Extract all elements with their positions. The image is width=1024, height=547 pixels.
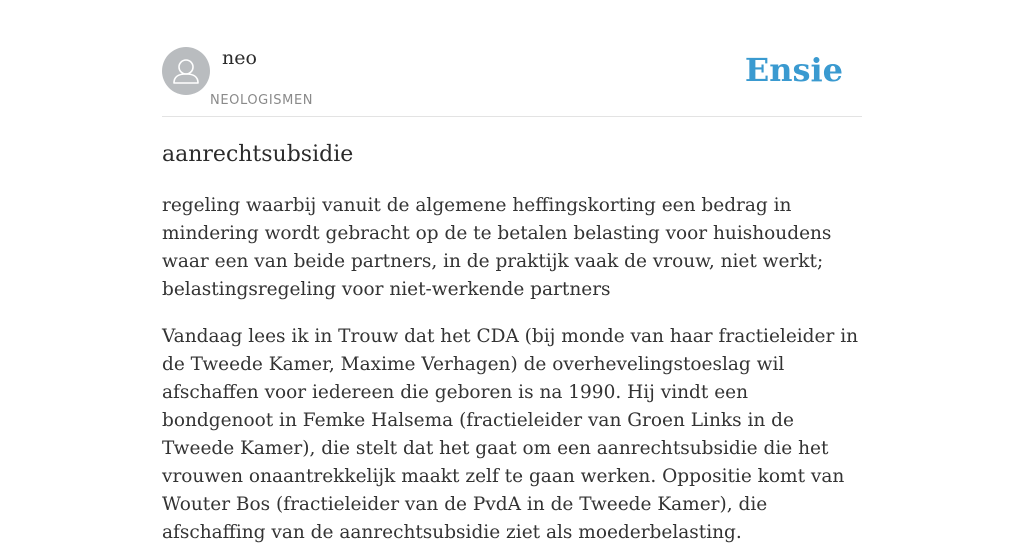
entry-header [162,0,862,117]
page-container [162,0,862,543]
entry-title: aanrechtsubsidie [162,142,354,167]
category-link[interactable]: NEOLOGISMEN [210,93,314,108]
entry-example: Vandaag lees ik in Trouw dat het CDA (bij monde van haar fractieleider in de Tweede Kamer, Maxime Verhagen) de overhevelingstoeslag wil afschaffen voor iedereen die geboren is na 1990. Hij vindt een bondgenoot in Femke Halsema (fractieleider van Groen Links in de Tweede Kamer), die stelt dat het gaat om een aanrechtsubsidie die het vrouwen onaantrekkelijk maakt zelf te gaan werken. Oppositie komt van Wouter Bos (fractieleider van de PvdA in de Tweede Kamer), die afschaffing van de aanrechtsubsidie ziet als moederbelasting. [162,326,859,543]
avatar-graphic [162,47,210,95]
author-name[interactable]: neo [222,47,257,69]
brand-logo[interactable]: Ensie [744,51,843,89]
user-silhouette-icon[interactable] [162,47,210,95]
entry-definition: regeling waarbij vanuit de algemene heffingskorting een bedrag in mindering wordt gebracht op de te betalen belasting voor huishoudens waar een van beide partners, in de praktijk vaak de vrouw, niet werkt; belastingsregeling voor niet-werkende partners [162,195,832,300]
